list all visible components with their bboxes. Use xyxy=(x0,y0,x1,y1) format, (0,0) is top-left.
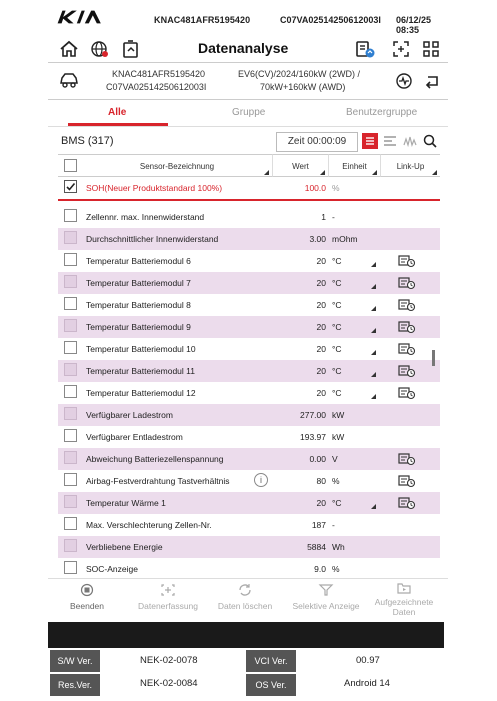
sensor-name: Temperatur Batteriemodul 9 xyxy=(86,322,191,332)
sensor-value: 3.00 xyxy=(309,234,326,244)
sensor-unit: mOhm xyxy=(332,234,358,244)
tab-benutzergruppe[interactable]: Benutzergruppe xyxy=(346,107,418,118)
row-checkbox[interactable] xyxy=(64,297,77,310)
link-up-icon[interactable] xyxy=(398,474,416,488)
sensor-table xyxy=(58,177,440,583)
row-checkbox[interactable] xyxy=(64,451,77,464)
table-row[interactable] xyxy=(58,382,440,404)
row-checkbox[interactable] xyxy=(64,561,77,574)
row-checkbox[interactable] xyxy=(64,231,77,244)
tab-bar xyxy=(48,99,448,127)
sensor-value: 20 xyxy=(316,366,326,376)
link-up-icon[interactable] xyxy=(398,386,416,400)
res-version-value: NEK-02-0084 xyxy=(140,678,198,689)
active-tab-indicator xyxy=(68,123,168,126)
sort-value-icon xyxy=(320,170,325,175)
link-up-icon[interactable] xyxy=(398,496,416,510)
checkmark-icon xyxy=(64,180,77,193)
row-checkbox[interactable] xyxy=(64,539,77,552)
link-up-icon[interactable] xyxy=(398,452,416,466)
vci-link-icon[interactable] xyxy=(354,38,376,60)
sort-link-icon xyxy=(432,170,437,175)
sensor-name: Durchschnittlicher Innenwiderstand xyxy=(86,234,219,244)
sensor-name: Airbag-Festverdrahtung Tastverhältnis xyxy=(86,476,230,486)
topbar-datetime: 06/12/25 08:35 xyxy=(396,15,432,35)
unit-dropdown-icon[interactable] xyxy=(371,284,376,289)
sensor-unit: °C xyxy=(332,322,342,332)
sensor-unit: °C xyxy=(332,498,342,508)
sensor-unit: kW xyxy=(332,432,345,442)
sensor-name: Verfügbarer Entladestrom xyxy=(86,432,183,442)
sensor-unit: °C xyxy=(332,256,342,266)
sensor-value: 1 xyxy=(321,212,326,222)
sw-version-value: NEK-02-0078 xyxy=(140,655,198,666)
filter-icon xyxy=(318,583,334,597)
row-checkbox[interactable] xyxy=(64,275,77,288)
sort-unit-icon xyxy=(372,170,377,175)
daten-loeschen-button[interactable] xyxy=(212,583,278,611)
sensor-name: SOC-Anzeige xyxy=(86,564,138,574)
table-row[interactable] xyxy=(58,536,440,558)
select-all-checkbox[interactable] xyxy=(64,159,77,172)
link-up-icon[interactable] xyxy=(398,298,416,312)
table-row[interactable] xyxy=(58,426,440,448)
expand-icon[interactable] xyxy=(390,38,412,60)
selektive-anzeige-button[interactable] xyxy=(284,583,368,611)
sensor-value: 5884 xyxy=(307,542,326,552)
sensor-name: Max. Verschlechterung Zellen-Nr. xyxy=(86,520,212,530)
table-row[interactable] xyxy=(58,316,440,338)
aufgezeichnete-daten-label: Aufgezeichnete Daten xyxy=(374,597,434,617)
text-view-icon[interactable] xyxy=(382,133,398,149)
column-header-linkup[interactable]: Link-Up xyxy=(380,154,440,177)
list-view-icon[interactable] xyxy=(362,133,378,149)
table-row[interactable] xyxy=(58,250,440,272)
sensor-unit: °C xyxy=(332,300,342,310)
row-checkbox[interactable] xyxy=(64,473,77,486)
table-row[interactable] xyxy=(58,177,440,201)
row-checkbox[interactable] xyxy=(64,429,77,442)
sensor-unit: % xyxy=(332,476,340,486)
sensor-value: 20 xyxy=(316,498,326,508)
sensor-name: Temperatur Batteriemodul 10 xyxy=(86,344,196,354)
graph-view-icon[interactable] xyxy=(402,133,418,149)
globe-icon[interactable] xyxy=(88,38,110,60)
sensor-value: 20 xyxy=(316,300,326,310)
os-version-value: Android 14 xyxy=(344,678,390,689)
sensor-name: SOH(Neuer Produktstandard 100%) xyxy=(86,183,223,193)
unit-dropdown-icon[interactable] xyxy=(371,262,376,267)
table-row[interactable] xyxy=(58,514,440,536)
bottom-toolbar xyxy=(48,578,448,623)
info-icon[interactable]: i xyxy=(254,473,268,487)
row-checkbox[interactable] xyxy=(64,517,77,530)
vehicle-scan-icon[interactable] xyxy=(394,71,414,91)
unit-dropdown-icon[interactable] xyxy=(371,306,376,311)
vehicle-ecu-id: C07VA02514250612003I xyxy=(106,82,207,92)
row-checkbox[interactable] xyxy=(64,253,77,266)
sensor-unit: V xyxy=(332,454,338,464)
sort-name-icon xyxy=(264,170,269,175)
topbar-ecu-id: C07VA02514250612003I xyxy=(280,15,381,25)
vehicle-settings-icon[interactable] xyxy=(120,38,142,60)
sensor-name: Temperatur Batteriemodul 11 xyxy=(86,366,195,376)
sw-version-label: S/W Ver. xyxy=(50,650,100,672)
sensor-name: Verbliebene Energie xyxy=(86,542,163,552)
sensor-unit: °C xyxy=(332,278,342,288)
sensor-unit: °C xyxy=(332,344,342,354)
row-checkbox[interactable] xyxy=(64,363,77,376)
column-header-value[interactable]: Wert xyxy=(272,154,328,177)
datenerfassung-button[interactable] xyxy=(132,583,204,611)
sensor-name: Verfügbarer Ladestrom xyxy=(86,410,173,420)
res-version-label: Res.Ver. xyxy=(50,674,100,696)
unit-dropdown-icon[interactable] xyxy=(371,372,376,377)
column-header-name[interactable]: Sensor-Bezeichnung xyxy=(82,154,272,177)
nav-bar xyxy=(48,38,448,62)
sensor-name: Temperatur Batteriemodul 12 xyxy=(86,388,196,398)
unit-dropdown-icon[interactable] xyxy=(371,328,376,333)
row-checkbox[interactable] xyxy=(64,209,77,222)
sensor-value: 20 xyxy=(316,256,326,266)
column-header-unit[interactable]: Einheit xyxy=(328,154,380,177)
select-all-column xyxy=(58,154,82,177)
car-diagnostic-icon xyxy=(58,69,80,91)
table-row[interactable] xyxy=(58,294,440,316)
refresh-icon xyxy=(237,583,253,597)
beenden-button[interactable] xyxy=(62,583,112,611)
table-row[interactable] xyxy=(58,272,440,294)
unit-dropdown-icon[interactable] xyxy=(371,394,376,399)
aufgezeichnete-daten-button[interactable] xyxy=(366,581,442,617)
table-row[interactable] xyxy=(58,470,440,492)
table-scrollbar[interactable] xyxy=(432,350,435,366)
module-title: BMS (317) xyxy=(61,135,114,147)
sensor-name: Zellennr. max. Innenwiderstand xyxy=(86,212,205,222)
link-up-icon[interactable] xyxy=(398,276,416,290)
folder-icon xyxy=(396,581,412,595)
version-footer xyxy=(48,648,444,701)
unit-dropdown-icon[interactable] xyxy=(371,504,376,509)
table-row[interactable] xyxy=(58,492,440,514)
link-up-icon[interactable] xyxy=(398,254,416,268)
link-up-icon[interactable] xyxy=(398,320,416,334)
vehicle-model-line1: EV6(CV)/2024/160kW (2WD) / xyxy=(238,69,361,79)
vci-version-label: VCI Ver. xyxy=(246,650,296,672)
sensor-unit: % xyxy=(332,183,340,193)
topbar-vin: KNAC481AFR5195420 xyxy=(154,15,251,25)
sensor-value: 193.97 xyxy=(300,432,326,442)
sensor-value: 80 xyxy=(316,476,326,486)
sensor-name: Abweichung Batteriezellenspannung xyxy=(86,454,224,464)
sensor-unit: Wh xyxy=(332,542,345,552)
sensor-value: 100.0 xyxy=(304,183,326,193)
sensor-value: 20 xyxy=(316,322,326,332)
kia-logo xyxy=(56,9,104,25)
vehicle-vin: KNAC481AFR5195420 xyxy=(112,69,206,79)
sensor-unit: °C xyxy=(332,388,342,398)
table-row[interactable] xyxy=(58,404,440,426)
link-up-icon[interactable] xyxy=(398,364,416,378)
sensor-unit: % xyxy=(332,564,340,574)
table-row[interactable] xyxy=(58,338,440,360)
sensor-name: Temperatur Batteriemodul 7 xyxy=(86,278,191,288)
sensor-unit: kW xyxy=(332,410,345,420)
sensor-name: Temperatur Batteriemodul 8 xyxy=(86,300,191,310)
top-status-bar xyxy=(48,0,448,38)
search-icon[interactable] xyxy=(422,133,438,149)
sensor-value: 20 xyxy=(316,388,326,398)
sensor-value: 9.0 xyxy=(314,564,326,574)
datenerfassung-label: Datenerfassung xyxy=(137,601,198,611)
row-checkbox[interactable] xyxy=(64,495,77,508)
unit-dropdown-icon[interactable] xyxy=(371,350,376,355)
table-row[interactable] xyxy=(58,206,440,228)
row-checkbox[interactable] xyxy=(64,341,77,354)
sensor-name: Temperatur Batteriemodul 6 xyxy=(86,256,191,266)
vci-version-value: 00.97 xyxy=(356,655,380,666)
table-row[interactable] xyxy=(58,228,440,250)
os-version-label: OS Ver. xyxy=(246,674,296,696)
home-icon[interactable] xyxy=(58,38,80,60)
link-up-icon[interactable] xyxy=(398,342,416,356)
tab-alle[interactable]: Alle xyxy=(108,107,127,118)
grid-icon[interactable] xyxy=(420,38,442,60)
vehicle-info-bar xyxy=(48,62,448,100)
back-arrow-icon[interactable] xyxy=(422,71,442,91)
stop-icon xyxy=(79,583,95,597)
tab-gruppe[interactable]: Gruppe xyxy=(232,107,266,118)
sensor-unit: °C xyxy=(332,366,342,376)
sensor-value: 20 xyxy=(316,278,326,288)
table-row[interactable] xyxy=(58,558,440,580)
row-checkbox[interactable] xyxy=(64,407,77,420)
sensor-name: Temperatur Wärme 1 xyxy=(86,498,166,508)
sensor-value: 20 xyxy=(316,344,326,354)
daten-loeschen-label: Daten löschen xyxy=(217,601,273,611)
sensor-value: 277.00 xyxy=(300,410,326,420)
sensor-unit: - xyxy=(332,212,335,222)
sensor-unit: - xyxy=(332,520,335,530)
row-checkbox[interactable] xyxy=(64,180,77,193)
info-bar-separator xyxy=(48,622,444,648)
table-header-area xyxy=(58,127,440,177)
elapsed-time: Zeit 00:00:09 xyxy=(276,132,358,152)
table-row[interactable] xyxy=(58,448,440,470)
vehicle-model-line2: 70kW+160kW (AWD) xyxy=(260,82,346,92)
capture-icon xyxy=(160,583,176,597)
sensor-value: 187 xyxy=(311,520,326,530)
row-checkbox[interactable] xyxy=(64,385,77,398)
row-checkbox[interactable] xyxy=(64,319,77,332)
sensor-value: 0.00 xyxy=(309,454,326,464)
selektive-anzeige-label: Selektive Anzeige xyxy=(292,601,360,611)
page-title: Datenanalyse xyxy=(198,40,289,56)
table-row[interactable] xyxy=(58,360,440,382)
beenden-label: Beenden xyxy=(69,601,105,611)
